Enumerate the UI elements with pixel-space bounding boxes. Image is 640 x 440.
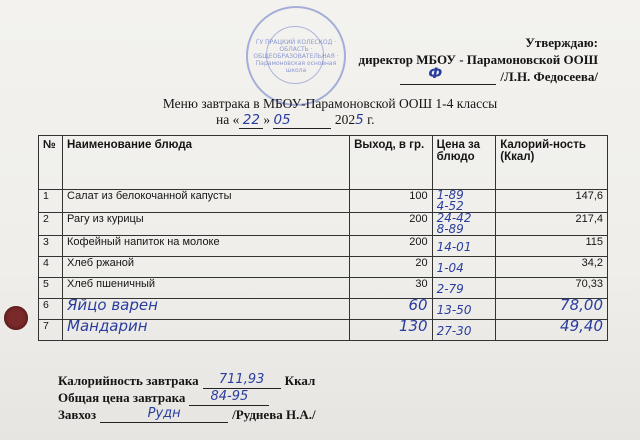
dish-price — [432, 190, 496, 213]
date-suffix: г. — [367, 112, 375, 127]
dish-output: 200 — [350, 236, 432, 257]
dish-output: 130 — [350, 320, 432, 341]
dish-name: Кофейный напиток на молоке — [63, 236, 350, 257]
dish-calories: 34,2 — [496, 257, 608, 278]
dish-price — [432, 299, 496, 320]
dish-name: Салат из белокочанной капусты — [63, 190, 350, 213]
dish-calories: 78,00 — [496, 299, 608, 320]
price-value: 2-79 — [436, 282, 464, 296]
table-row — [39, 190, 608, 213]
date-year-suffix: 5 — [355, 112, 364, 128]
price-value: 1-89 — [436, 188, 464, 202]
row-number: 2 — [39, 213, 63, 236]
director-signature-line — [400, 66, 496, 85]
dish-calories: 115 — [496, 236, 608, 257]
menu-table — [38, 135, 608, 341]
dish-price — [432, 236, 496, 257]
date-sep: » — [263, 112, 271, 127]
stamp-text: ГУ ПРАЦКИЙ КОЛЕСКОД · ОБЛАСТЬ · ОБЩЕОБРАЗОВАТЕЛЬНАЯ · Парамоновская основная школа — [253, 38, 339, 74]
header-output: Выход, в гр. — [350, 136, 432, 190]
price-value: 24-42 — [436, 211, 472, 225]
totals-block — [58, 372, 316, 423]
row-number: 7 — [39, 320, 63, 341]
date-day: 22 — [239, 112, 263, 129]
header-calories: Калорий-ность (Ккал) — [496, 136, 608, 190]
dish-output: 100 — [350, 190, 432, 213]
dish-price — [432, 278, 496, 299]
row-number: 1 — [39, 190, 63, 213]
date-prefix: на « — [216, 112, 240, 127]
official-stamp — [246, 6, 346, 106]
price-value: 14-01 — [436, 240, 472, 254]
manager-signature: Рудн — [100, 406, 228, 423]
row-number: 4 — [39, 257, 63, 278]
date-year-prefix: 202 — [334, 112, 356, 127]
calories-total-label: Калорийность завтрака — [58, 373, 199, 388]
row-number: 6 — [39, 299, 63, 320]
dish-output: 20 — [350, 257, 432, 278]
director-signature: Ф — [428, 66, 443, 82]
dish-calories: 147,6 — [496, 190, 608, 213]
table-row — [39, 320, 608, 341]
table-header-row — [39, 136, 608, 190]
row-number: 5 — [39, 278, 63, 299]
punch-hole — [4, 306, 28, 330]
dish-name: Хлеб пшеничный — [63, 278, 350, 299]
calories-total-unit: Ккал — [284, 373, 316, 388]
price-value: 1-04 — [436, 261, 464, 275]
document-title: Меню завтрака в МБОУ-Парамоновской ООШ 1-4 классы — [162, 96, 498, 111]
manager-label: Завхоз — [58, 407, 97, 422]
price-total-value: 84-95 — [189, 389, 269, 406]
calories-total-value: 711,93 — [203, 372, 281, 389]
price-value: 27-30 — [436, 324, 472, 338]
dish-name: Мандарин — [63, 320, 350, 341]
dish-calories: 217,4 — [496, 213, 608, 236]
dish-name: Яйцо варен — [63, 299, 350, 320]
date-month: 05 — [273, 112, 331, 129]
approval-position: директор МБОУ - Парамоновской ООШ — [358, 52, 598, 67]
row-number: 3 — [39, 236, 63, 257]
dish-price — [432, 257, 496, 278]
dish-output: 200 — [350, 213, 432, 236]
header-name: Наименование блюда — [63, 136, 350, 190]
dish-calories: 49,40 — [496, 320, 608, 341]
price-value: 4-52 — [436, 199, 464, 213]
approval-heading: Утверждаю: — [525, 35, 598, 50]
price-value: 8-89 — [436, 222, 464, 236]
header-price: Цена за блюдо — [432, 136, 496, 190]
director-name: /Л.Н. Федосеева/ — [500, 69, 598, 84]
dish-price — [432, 320, 496, 341]
approval-block — [359, 34, 598, 85]
price-value: 13-50 — [436, 303, 472, 317]
dish-calories: 70,33 — [496, 278, 608, 299]
dish-output: 60 — [350, 299, 432, 320]
header-num: № — [39, 136, 63, 190]
dish-name: Рагу из курицы — [63, 213, 350, 236]
table-row — [39, 213, 608, 236]
dish-name: Хлеб ржаной — [63, 257, 350, 278]
price-total-label: Общая цена завтрака — [58, 390, 186, 405]
dish-price — [432, 213, 496, 236]
manager-name: /Руднева Н.А./ — [232, 407, 316, 422]
dish-output: 30 — [350, 278, 432, 299]
menu-date — [216, 112, 374, 129]
table-row — [39, 236, 608, 257]
table-row — [39, 257, 608, 278]
